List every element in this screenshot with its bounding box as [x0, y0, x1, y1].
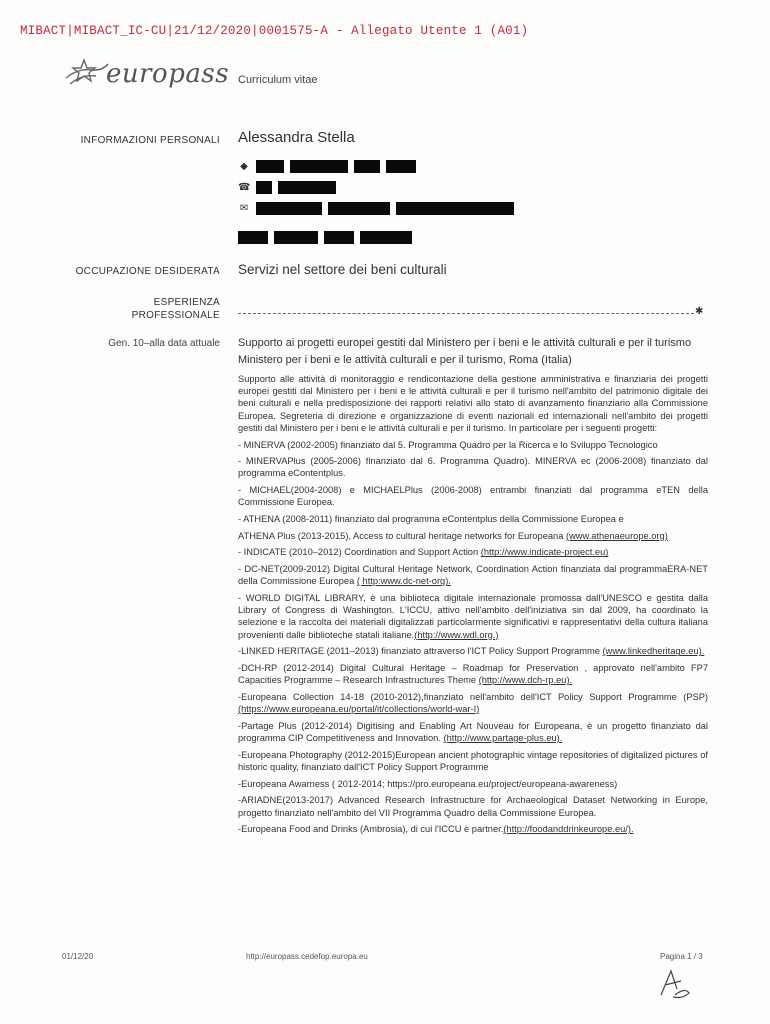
- project-item: [238, 794, 708, 818]
- project-item: [238, 592, 708, 641]
- project-list: [238, 439, 708, 836]
- email-icon: ✉: [239, 203, 249, 214]
- cv-label: Curriculum vitae: [238, 74, 318, 86]
- job-title: Supporto ai progetti europei gestiti dal Ministero per i beni e le attività culturali e per il turismo: [238, 337, 692, 349]
- handwritten-signature: [655, 965, 695, 1001]
- project-text: - MICHAEL(2004-2008) e MICHAELPlus (2006-2008) entrambi finanziati dal programma eTEN della Commissione Europea.: [238, 485, 708, 508]
- project-text: -Europeana Awarness ( 2012-2014; https://pro.europeana.eu/project/europeana-awareness): [238, 778, 618, 789]
- project-link[interactable]: (http://foodanddrinkeurope.eu/).: [503, 824, 634, 835]
- project-item: [238, 823, 708, 835]
- project-text: -DCH-RP (2012-2014) Digital Cultural Heritage – Roadmap for Preservation , approvato nell'ambito FP7 Capacities Programme – Research Infrastructures Theme: [238, 663, 708, 686]
- project-link[interactable]: (https://www.europeana.eu/portal/it/collections/world-war-I): [238, 704, 480, 715]
- redaction-bar: [256, 181, 272, 194]
- project-text: -LINKED HERITAGE (2011–2013) finanziato attraverso l'ICT Policy Support Programme: [238, 646, 603, 657]
- redaction-bar: [324, 231, 354, 244]
- experience-label-line2: PROFESSIONALE: [131, 310, 220, 321]
- logo-text: europass: [106, 59, 230, 89]
- project-text: - ATHENA (2008-2011) finanziato dal programma eContentplus della Commissione Europea e: [238, 514, 624, 525]
- phone-icon: ☎: [238, 182, 251, 193]
- project-item: [238, 691, 708, 715]
- address-row: [238, 160, 416, 173]
- email-row: [238, 202, 514, 215]
- project-item: [238, 749, 708, 773]
- redaction-bar: [290, 160, 348, 173]
- europass-star-icon: [62, 56, 112, 94]
- phone-row: [238, 181, 336, 194]
- project-item: [238, 455, 708, 479]
- experience-label-line1: ESPERIENZA: [153, 297, 220, 308]
- location-icon: ◆: [240, 161, 248, 172]
- project-item: [238, 720, 708, 744]
- europass-logo: [62, 56, 230, 96]
- redaction-bar: [396, 202, 514, 215]
- footer-page-number: Pagina 1 / 3: [660, 952, 703, 961]
- project-item: [238, 513, 708, 525]
- project-text: -ARIADNE(2013-2017) Advanced Research Infrastructure for Archaeological Dataset Networking in Europe, progetto finanziato nell'ambito del VII Programma Quadro della Commissione Europea.: [238, 795, 708, 818]
- redaction-bar: [256, 160, 284, 173]
- job-entry: [238, 336, 708, 840]
- redaction-bar: [328, 202, 390, 215]
- footer-url: http://europass.cedefop.europa.eu: [246, 952, 368, 961]
- project-item: [238, 563, 708, 587]
- project-text: -Europeana Photography (2012-2015)European ancient photographic vintage repositories of digitalized pictures of historic quality, finanziato dall'ICT Policy Support Programme: [238, 749, 708, 772]
- project-text: ATHENA Plus (2013-2015), Access to cultural heritage networks for Europeana: [238, 530, 566, 541]
- footer-date: 01/12/20: [62, 952, 94, 961]
- job-date: Gen. 10–alla data attuale: [108, 338, 220, 349]
- job-employer: Ministero per i beni e le attività culturali e per il turismo, Roma (Italia): [238, 354, 572, 366]
- project-text: - INDICATE (2010–2012) Coordination and Support Action: [238, 547, 481, 558]
- section-divider: [238, 313, 694, 314]
- project-text: - MINERVAPlus (2005-2006) finanziato dal 6. Programma Quadro). MINERVA ec (2006-2008) finanziato dal programma eContentplus.: [238, 456, 708, 479]
- project-item: [238, 778, 708, 790]
- project-item: [238, 645, 708, 657]
- project-link[interactable]: ( http:www.dc-net-org).: [356, 576, 451, 587]
- project-text: - MINERVA (2002-2005) finanziato dal 5. Programma Quadro per la Ricerca e lo Sviluppo Tecnologico: [238, 439, 658, 450]
- project-link[interactable]: (www.linkedheritage.eu).: [602, 646, 705, 657]
- project-text: - WORLD DIGITAL LIBRARY, è una biblioteca digitale internazionale promossa dall'UNESCO e gestita dalla Library of Congress di Washington. L'ICCU, attivo nell'ambito dell'iniziativa sin dal 2009, ha coordinato la selezione e la raccolta dei materiali digitalizzati particolarmente significativi e rappresentativi della cultura italiana provenienti dalle biblioteche statali italiane.: [238, 593, 708, 640]
- redaction-bar: [386, 160, 416, 173]
- redaction-bar: [274, 231, 318, 244]
- project-link[interactable]: (http://www.dch-rp.eu).: [478, 675, 573, 686]
- experience-label: [132, 296, 220, 322]
- personal-info-label: INFORMAZIONI PERSONALI: [80, 135, 220, 146]
- project-item: [238, 530, 708, 542]
- project-link[interactable]: (http://www.partage-plus.eu).: [443, 733, 563, 744]
- project-text: - DC-NET(2009-2012) Digital Cultural Heritage Network, Coordination Action finanziata dal programmaERA-NET della Commissione Europea: [238, 564, 708, 587]
- project-link[interactable]: (www.athenaeurope.org): [565, 530, 668, 541]
- redaction-bar: [360, 231, 412, 244]
- project-text: -Partage Plus (2012-2014) Digitising and Enabling Art Nouveau for Europeana, è un progetto finanziato dal programma CIP Competitiveness and Innovation.: [238, 720, 708, 744]
- project-item: [238, 439, 708, 451]
- project-item: [238, 484, 708, 508]
- project-item: [238, 662, 708, 686]
- project-text: -Europeana Food and Drinks (Ambrosia), di cui l'ICCU è partner.: [238, 824, 504, 835]
- desired-occupation: Servizi nel settore dei beni culturali: [238, 262, 447, 277]
- redaction-bar: [238, 231, 268, 244]
- project-link[interactable]: (http://www.indicate-project.eu): [480, 547, 609, 558]
- redaction-bar: [278, 181, 336, 194]
- candidate-name: Alessandra Stella: [238, 129, 355, 146]
- project-item: [238, 546, 708, 558]
- project-text: -Europeana Collection 14-18 (2010-2012),finanziato nell'ambito dell'ICT Policy Support Programme (PSP): [238, 691, 708, 702]
- section-end-icon: ✱: [695, 306, 704, 317]
- desired-occupation-label: OCCUPAZIONE DESIDERATA: [75, 266, 220, 277]
- redaction-bar: [256, 202, 322, 215]
- redaction-bar: [354, 160, 380, 173]
- extra-contact-row: [238, 231, 412, 244]
- protocol-stamp: MIBACT|MIBACT_IC-CU|21/12/2020|0001575-A - Allegato Utente 1 (A01): [20, 24, 529, 38]
- project-link[interactable]: (http://www.wdl.org.): [414, 629, 499, 640]
- job-description: Supporto alle attività di monitoraggio e rendicontazione della gestione amministrativa e finanziaria dei progetti europei gestiti dal Ministero per i beni e le attività culturali e per il turismo nell'ambito del patrimonio digitale dei beni culturali e nella predisposizione dei rapporti relativi allo stato di avanzamento finanziario alla Commissione Europea. Segreteria di direzione e organizzazione di eventi nazionali ed internazionali nell'ambito dei progetti gestiti dal Ministero per i beni e le attività culturali e per il turismo. In particolare per i seguenti progetti:: [238, 374, 708, 433]
